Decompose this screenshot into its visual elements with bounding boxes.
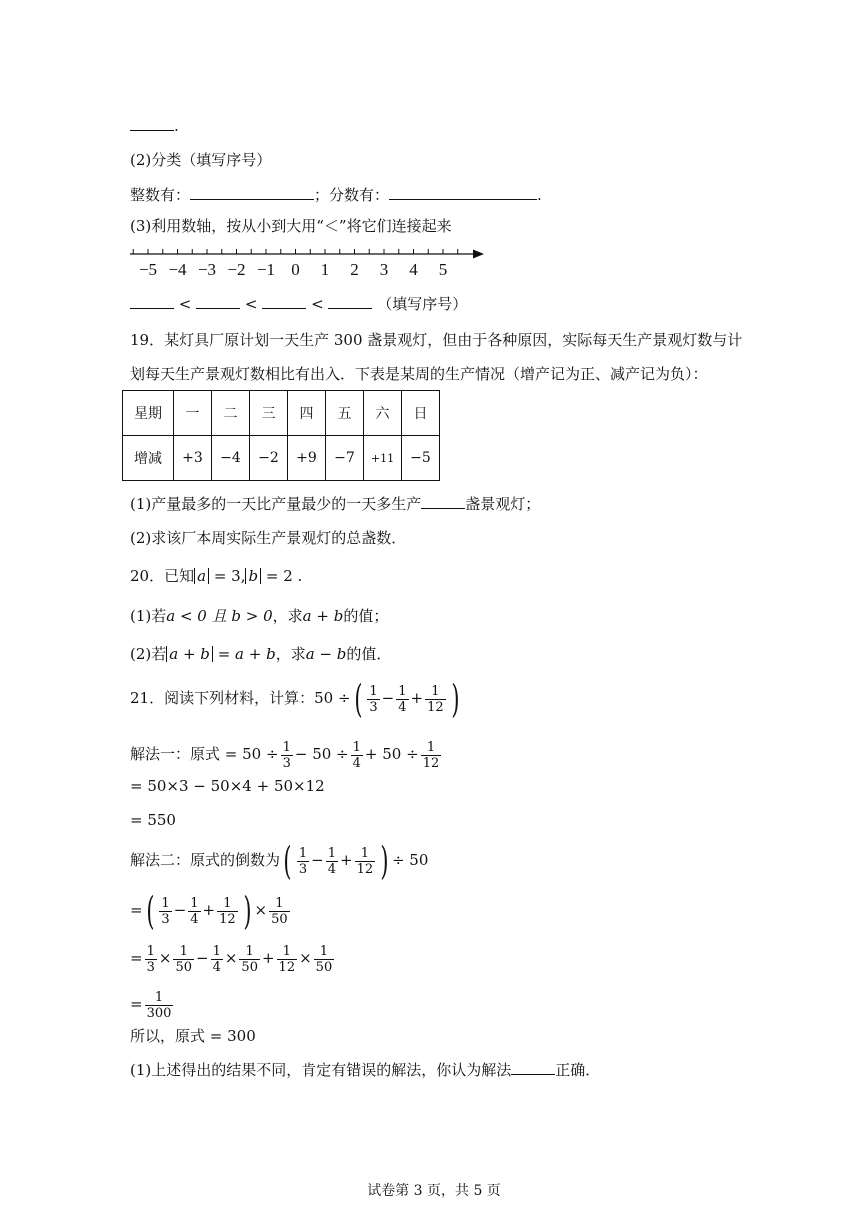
- table-cell: 四: [288, 391, 326, 436]
- q20-stem: 20．已知 a = 3, b = 2 .: [130, 567, 303, 585]
- q20-part1: (1)若a < 0 且 b > 0，求a + b的值；: [130, 607, 389, 625]
- table-cell: 星期: [123, 391, 174, 436]
- q19-stem-line1: 19．某灯具厂原计划一天生产 300 盏景观灯，但由于各种原因，实际每天生产景观灯数与计: [130, 331, 743, 349]
- table-cell: −4: [212, 436, 250, 481]
- q21-part1: (1)上述得出的结果不同，肯定有错误的解法，你认为解法 正确．: [130, 1061, 601, 1079]
- method2-line4: = $\frac{1}{300}$: [130, 989, 172, 1021]
- table-cell: 二: [212, 391, 250, 436]
- method2-line3: = $\frac{1}{3}$ × $\frac{1}{50}$ − $\frac{1}{4}$ × $\frac{1}{50}$ + $\frac{1}{12}$ × $\frac{1}{50}$: [130, 943, 333, 975]
- method2-line2: =( $\frac{1}{3}$ − $\frac{1}{4}$ + $\frac{1}{12}$ ) × $\frac{1}{50}$: [130, 889, 288, 933]
- integer-blank: [190, 185, 314, 200]
- table-header-row: [123, 391, 440, 436]
- q20-part2: (2)若 a + b = a + b，求a − b的值．: [130, 645, 392, 663]
- page-footer: 试卷第 3 页，共 5 页: [367, 1183, 501, 1199]
- table-cell: −5: [402, 436, 440, 481]
- q19-part2: (2)求该厂本周实际生产景观灯的总盏数．: [130, 529, 407, 547]
- number-line: [128, 242, 488, 282]
- method2-line1: 解法二：原式的倒数为( $\frac{1}{3}$ − $\frac{1}{4}$ + $\frac{1}{12}$ ) ÷ 50: [130, 839, 429, 883]
- q18-part2-line: 整数有： ；分数有： .: [130, 186, 542, 204]
- table-cell: +11: [364, 436, 402, 481]
- abs-b: b: [245, 568, 261, 584]
- q18-part3-answer: < < < （填写序号）: [130, 294, 467, 314]
- q19-part1: (1)产量最多的一天比产量最少的一天多生产 盏景观灯；: [130, 495, 541, 513]
- axis-tick-label: −5: [138, 260, 158, 279]
- table-cell: 日: [402, 391, 440, 436]
- axis-tick-label: −2: [227, 260, 246, 279]
- table-cell: 五: [326, 391, 364, 436]
- axis-tick-label: −1: [256, 260, 276, 279]
- method1-line1: 解法一：原式 = 50 ÷ $\frac{1}{3}$ − 50 ÷ $\frac{1}{4}$ + 50 ÷ $\frac{1}{12}$: [130, 739, 440, 771]
- method2-conclusion: 所以，原式 = 300: [130, 1027, 256, 1045]
- order-blank-4: [328, 294, 372, 309]
- table-row: [123, 436, 440, 481]
- production-table: [122, 390, 440, 481]
- table-cell: 三: [250, 391, 288, 436]
- table-cell: −2: [250, 436, 288, 481]
- q18-part2-title: (2)分类（填写序号）: [130, 151, 272, 169]
- arrow-head-icon: [473, 250, 484, 259]
- table-cell: +3: [174, 436, 212, 481]
- method1-line2: = 50×3 − 50×4 + 50×12: [130, 777, 325, 795]
- answer-blank: [130, 116, 174, 131]
- answer-blank: [511, 1060, 555, 1075]
- top-blank-line: .: [130, 116, 179, 136]
- table-cell: −7: [326, 436, 364, 481]
- axis-tick-label: 4: [409, 260, 418, 279]
- order-blank-2: [196, 294, 240, 309]
- answer-blank: [421, 494, 465, 509]
- axis-tick-label: 0: [291, 260, 300, 279]
- fraction-blank: [389, 185, 537, 200]
- abs-a: a: [194, 568, 209, 584]
- axis-tick-label: 2: [350, 260, 359, 279]
- q19-stem-line2: 划每天生产景观灯数相比有出入．下表是某周的生产情况（增产记为正、减产记为负）：: [130, 365, 708, 383]
- axis-tick-label: 1: [320, 260, 330, 279]
- order-blank-1: [130, 294, 174, 309]
- table-cell: +9: [288, 436, 326, 481]
- table-cell: 增减: [123, 436, 174, 481]
- axis-tick-label: 3: [379, 260, 389, 279]
- axis-tick-label: −4: [168, 260, 187, 279]
- q18-part3-title: (3)利用数轴，按从小到大用“＜”将它们连接起来: [130, 217, 452, 235]
- axis-tick-label: 5: [438, 260, 448, 279]
- table-cell: 六: [364, 391, 402, 436]
- method1-line3: = 550: [130, 811, 176, 829]
- axis-tick-label: −3: [197, 260, 217, 279]
- q21-stem: 21．阅读下列材料，计算：50 ÷( $\frac{1}{3}$ − $\frac{1}{4}$ + $\frac{1}{12}$ ): [130, 677, 460, 721]
- order-blank-3: [262, 294, 306, 309]
- table-cell: 一: [174, 391, 212, 436]
